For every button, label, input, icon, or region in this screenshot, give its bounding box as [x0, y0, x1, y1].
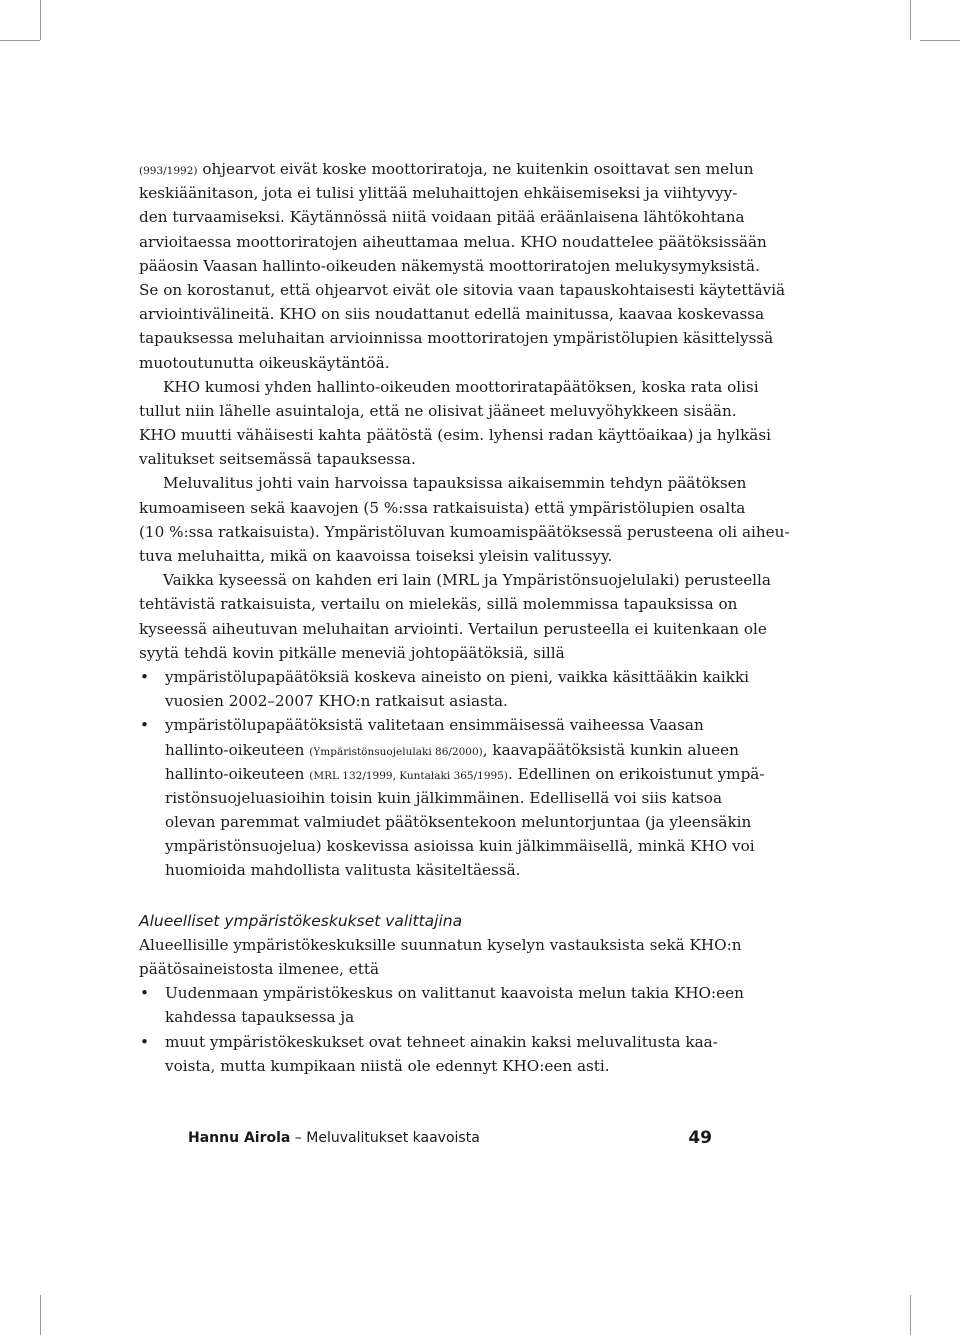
text-span: hallinto-oikeuteen: [165, 764, 310, 783]
bullet-list-2: [139, 981, 744, 1078]
paragraph-5: [139, 933, 742, 981]
text-line: vuosien 2002–2007 KHO:n ratkaisut asiasta.: [165, 692, 508, 711]
crop-mark-bottom-right: [910, 1295, 911, 1335]
text-line: olevan paremmat valmiudet päätöksentekoon meluntorjuntaa (ja yleensäkin: [165, 813, 752, 832]
paragraph-1: [139, 157, 786, 375]
text-line: tehtävistä ratkaisuista, vertailu on mielekäs, sillä molemmissa tapauksissa on: [139, 595, 738, 614]
crop-mark-left-top: [0, 40, 40, 41]
list-item: [139, 713, 713, 737]
bullet-icon: •: [140, 1032, 149, 1051]
text-line: Alueellisille ympäristökeskuksille suunnatun kyselyn vastauksista sekä KHO:n: [139, 935, 742, 954]
text-line: ristönsuojeluasioihin toisin kuin jälkimmäinen. Edellisellä voi siis katsoa: [165, 788, 723, 807]
bullet-list-1: [139, 665, 765, 883]
text-line: arvioitaessa moottoriratojen aiheuttamaa melua. KHO noudattelee päätöksissään: [139, 232, 767, 251]
text-line: Se on korostanut, että ohjearvot eivät ole sitovia vaan tapauskohtaisesti käytettäviä: [139, 280, 786, 299]
text-line: Meluvalitus johti vain harvoissa tapauksissa aikaisemmin tehdyn päätöksen: [163, 474, 747, 493]
text-span: , kaavapäätöksistä kunkin alueen: [482, 740, 739, 759]
crop-mark-right-top: [920, 40, 960, 41]
text-line: [139, 738, 739, 762]
text-line: KHO muutti vähäisesti kahta päätöstä (esim. lyhensi radan käyttöaikaa) ja hylkäsi: [139, 426, 771, 445]
bullet-icon: •: [140, 984, 149, 1003]
text-line: Vaikka kyseessä on kahden eri lain (MRL ja Ympäristönsuojelulaki) perusteella: [163, 571, 771, 590]
text-line: syytä tehdä kovin pitkälle meneviä johtopäätöksiä, sillä: [139, 643, 565, 662]
text-span: ympäristölupapäätöksiä koskeva aineisto on pieni, vaikka käsittääkin kaikki: [165, 667, 750, 686]
text-line: pääosin Vaasan hallinto-oikeuden näkemystä moottoriratojen melukysymyksistä.: [139, 256, 760, 275]
citation: (Ympäristönsuojelulaki 86/2000): [309, 745, 483, 758]
text-span: muut ympäristökeskukset ovat tehneet ainakin kaksi meluvalitusta kaa-: [165, 1032, 718, 1051]
paragraph-2: [139, 375, 771, 472]
text-line: tapauksessa meluhaitan arvioinnissa moottoriratojen ympäristölupien käsittelyssä: [139, 329, 774, 348]
paragraph-3: [139, 471, 790, 568]
text-line: voista, mutta kumpikaan niistä ole edennyt KHO:een asti.: [165, 1056, 610, 1075]
footer-separator: –: [290, 1130, 307, 1146]
page-number: 49: [688, 1128, 712, 1148]
list-item: [139, 981, 744, 1005]
text-span: ympäristölupapäätöksistä valitetaan ensimmäisessä vaiheessa Vaasan: [165, 716, 704, 735]
bullet-icon: •: [140, 667, 149, 686]
text-line: keskiäänitason, jota ei tulisi ylittää meluhaittojen ehkäisemiseksi ja viihtyvyy-: [139, 184, 738, 203]
text-span: Uudenmaan ympäristökeskus on valittanut kaavoista melun takia KHO:een: [165, 984, 744, 1003]
text-line: [139, 762, 765, 786]
crop-mark-top-right: [910, 0, 911, 40]
text-line: KHO kumosi yhden hallinto-oikeuden moottoriratapäätöksen, koska rata olisi: [163, 377, 759, 396]
text-line: muotoutunutta oikeuskäytäntöä.: [139, 353, 390, 372]
text-span: . Edellinen on erikoistunut ympä-: [507, 764, 765, 783]
text-span: ohjearvot eivät koske moottoriratoja, ne kuitenkin osoittavat sen melun: [197, 160, 754, 178]
citation: (MRL 132/1999, Kuntalaki 365/1995): [309, 769, 508, 782]
spacer: [139, 883, 713, 909]
text-line: den turvaamiseksi. Käytännössä niitä voidaan pitää eräänlaisena lähtökohtana: [139, 208, 745, 227]
crop-mark-top-left: [40, 0, 41, 40]
crop-mark-bottom-left: [40, 1295, 41, 1335]
text-line: tuva meluhaitta, mikä on kaavoissa toiseksi yleisin valitussyy.: [139, 547, 613, 565]
list-item: [139, 1030, 718, 1054]
bullet-icon: •: [140, 716, 149, 735]
text-line: kahdessa tapauksessa ja: [165, 1008, 355, 1027]
list-item: [139, 665, 750, 689]
section-heading: Alueelliset ympäristökeskukset valittajina: [139, 911, 463, 930]
text-line: [139, 157, 754, 181]
paragraph-4: [139, 568, 771, 665]
text-line: kumoamiseen sekä kaavojen (5 %:ssa ratkaisuista) että ympäristölupien osalta: [139, 498, 746, 517]
text-line: (10 %:ssa ratkaisuista). Ympäristöluvan kumoamispäätöksessä perusteena oli aiheu-: [139, 522, 790, 541]
text-line: arviointivälineitä. KHO on siis noudattanut edellä mainitussa, kaavaa koskevassa: [139, 305, 765, 324]
body-text: [139, 157, 790, 1078]
text-line: kyseessä aiheutuvan meluhaitan arviointi. Vertailun perusteella ei kuitenkaan ole: [139, 619, 767, 638]
text-line: tullut niin lähelle asuintaloja, että ne olisivat jääneet meluvyöhykkeen sisään.: [139, 401, 737, 420]
text-line: ympäristönsuojelua) koskevissa asioissa kuin jälkimmäisellä, minkä KHO voi: [165, 837, 755, 856]
text-line: valitukset seitsemässä tapauksessa.: [139, 450, 416, 469]
footer-author: Hannu Airola: [188, 1130, 291, 1146]
text-line: huomioida mahdollista valitusta käsiteltäessä.: [165, 861, 521, 880]
text-span: hallinto-oikeuteen: [165, 740, 310, 759]
text-line: päätösaineistosta ilmenee, että: [139, 960, 379, 978]
page-footer: [188, 1130, 712, 1146]
citation: (993/1992): [139, 165, 198, 177]
footer-title: Meluvalitukset kaavoista: [306, 1130, 480, 1146]
